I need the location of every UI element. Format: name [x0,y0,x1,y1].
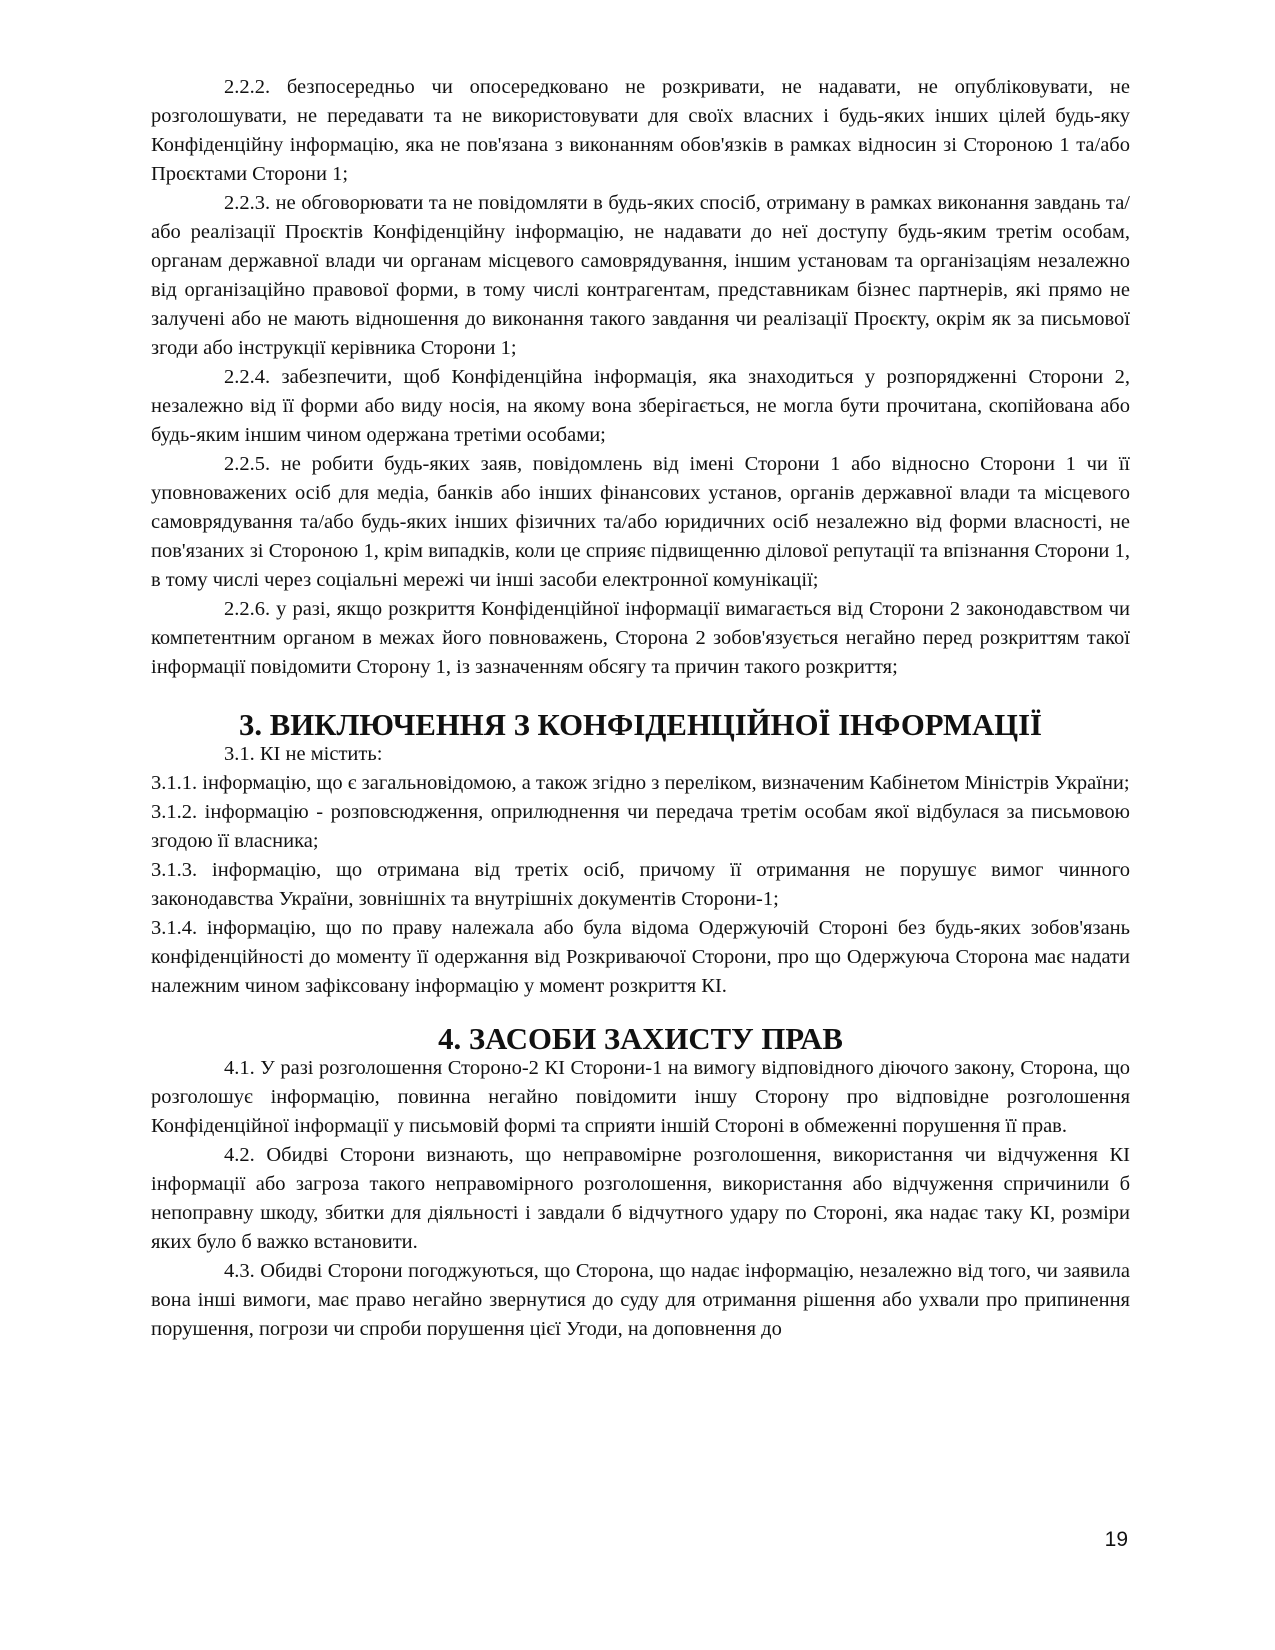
page-content [151,73,1130,1344]
paragraph-4-3: 4.3. Обидві Сторони погоджуються, що Сторона, що надає інформацію, незалежно від того, чи заявила вона інші вимоги, має право негайно звернутися до суду для отримання рішення або ухвали про припинення порушення, погрози чи спроби порушення цієї Угоди, на доповнення до [151,1260,1130,1340]
paragraph-4-1: 4.1. У разі розголошення Стороно-2 КІ Сторони-1 на вимогу відповідного діючого закону, Сторона, що розголошує інформацію, повинна негайно повідомити іншу Сторону про відповідне розголошення Конфіденційної інформації у письмовій формі та сприяти іншій Стороні в обмеженні порушення її прав. [151,1057,1130,1137]
page-number: 19 [1104,1528,1128,1551]
paragraph-2-2-2: 2.2.2. безпосередньо чи опосередковано не розкривати, не надавати, не опубліковувати, не розголошувати, не передавати та не використовувати для своїх власних і будь-яких інших цілей будь-яку Конфіденційну інформацію, яка не пов'язана з виконанням обов'язків в рамках відносин зі Стороною 1 та/або Проєктами Сторони 1; [151,76,1130,185]
paragraph-4-2: 4.2. Обидві Сторони визнають, що неправомірне розголошення, використання чи відчуження КІ інформації або загроза такого неправомірного розголошення, використання або відчуження спричинили б непоправну шкоду, збитки для діяльності і завдали б відчутного удару по Стороні, яка надає таку КІ, розміри яких було б важко встановити. [151,1144,1130,1253]
paragraph-2-2-3: 2.2.3. не обговорювати та не повідомляти в будь-яких спосіб, отриману в рамках виконання завдань та/ або реалізації Проєктів Конфіденційну інформацію, не надавати до неї доступу будь-яким третім особам, органам державної влади чи органам місцевого самоврядування, іншим установам та організаціям незалежно від організаційно правової форми, в тому числі контрагентам, представникам бізнес партнерів, які прямо не залучені або не мають відношення до виконання такого завдання чи реалізації Проєкту, окрім як за письмової згоди або інструкції керівника Сторони 1; [151,192,1130,359]
paragraph-3-1-4: 3.1.4. інформацію, що по праву належала або була відома Одержуючій Стороні без будь-яких зобов'язань конфіденційності до моменту її одержання від Розкриваючої Сторони, про що Одержуюча Сторона має надати належним чином зафіксовану інформацію у момент розкриття КІ. [151,917,1130,997]
paragraph-3-1-2: 3.1.2. інформацію - розповсюдження, оприлюднення чи передача третім особам якої відбулася за письмовою згодою її власника; [151,801,1130,852]
paragraph-3-1: 3.1. КІ не містить: [224,743,383,765]
section-4-heading: 4. ЗАСОБИ ЗАХИСТУ ПРАВ [438,1022,843,1056]
paragraph-2-2-6: 2.2.6. у разі, якщо розкриття Конфіденційної інформації вимагається від Сторони 2 законодавством чи компетентним органом в межах його повноважень, Сторона 2 зобов'язується негайно перед розкриттям такої інформації повідомити Сторону 1, із зазначенням обсягу та причин такого розкриття; [151,598,1130,678]
paragraph-2-2-4: 2.2.4. забезпечити, щоб Конфіденційна інформація, яка знаходиться у розпорядженні Сторони 2, незалежно від її форми або виду носія, на якому вона зберігається, не могла бути прочитана, скопійована або будь-яким іншим чином одержана третіми особами; [151,366,1130,446]
section-3-heading: 3. ВИКЛЮЧЕННЯ З КОНФІДЕНЦІЙНОЇ ІНФОРМАЦІЇ [238,708,1043,742]
paragraph-2-2-5: 2.2.5. не робити будь-яких заяв, повідомлень від імені Сторони 1 або відносно Сторони 1 чи її уповноважених осіб для медіа, банків або інших фінансових установ, органів державної влади та місцевого самоврядування та/або будь-яких інших фізичних та/або юридичних осіб незалежно від форми власності, не пов'язаних зі Стороною 1, крім випадків, коли це сприяє підвищенню ділової репутації та впізнання Сторони 1, в тому числі через соціальні мережі чи інші засоби електронної комунікації; [151,453,1130,591]
paragraph-3-1-1: 3.1.1. інформацію, що є загальновідомою, а також згідно з переліком, визначеним Кабінетом Міністрів України; [151,772,1130,794]
paragraph-3-1-3: 3.1.3. інформацію, що отримана від третіх осіб, причому її отримання не порушує вимог чинного законодавства України, зовнішніх та внутрішніх документів Сторони-1; [151,859,1130,910]
